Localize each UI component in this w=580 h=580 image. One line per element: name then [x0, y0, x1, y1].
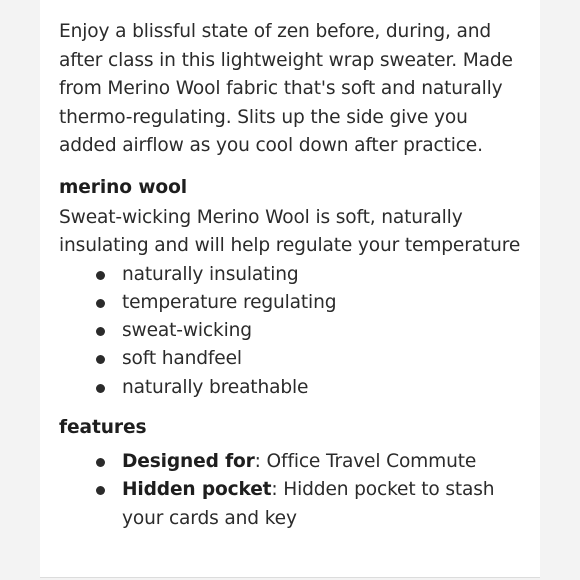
bullet-icon: [96, 299, 105, 308]
feature-label: Designed for: [122, 450, 255, 472]
list-item: [59, 261, 522, 289]
product-description-card: [40, 0, 540, 578]
list-item: [59, 345, 522, 373]
list-item: [59, 289, 522, 317]
features-heading: features: [59, 416, 147, 438]
feature-value: Office Travel Commute: [260, 450, 477, 472]
feature-separator: :: [271, 479, 278, 501]
bullet-icon: [96, 355, 105, 364]
features-bullet-list: [59, 448, 522, 534]
merino-wool-description: Sweat-wicking Merino Wool is soft, naturally insulating and will help regulate your temperature: [59, 206, 521, 256]
list-item: [59, 374, 522, 402]
feature-separator: :: [254, 450, 261, 472]
feature-value: Hidden pocket to stash your cards and key: [122, 479, 495, 529]
bullet-icon: [96, 384, 105, 393]
list-item: [59, 448, 522, 477]
list-item-text: temperature regulating: [122, 291, 337, 313]
bullet-icon: [96, 486, 105, 495]
bullet-icon: [96, 458, 105, 467]
merino-wool-bullet-list: [59, 261, 522, 402]
list-item-text: naturally insulating: [122, 263, 299, 285]
merino-wool-heading: merino wool: [59, 176, 188, 198]
list-item: [59, 317, 522, 345]
bullet-icon: [96, 327, 105, 336]
list-item-text: sweat-wicking: [122, 320, 252, 342]
list-item-text: naturally breathable: [122, 376, 309, 398]
list-item-text: soft handfeel: [122, 348, 242, 370]
feature-label: Hidden pocket: [122, 479, 272, 501]
product-intro-text: Enjoy a blissful state of zen before, during, and after class in this lightweight wrap sweater. Made from Merino Wool fabric that's soft and naturally thermo-regulating. Slits up the side give you added airflow as you cool down after practice.: [59, 21, 513, 156]
bullet-icon: [96, 271, 105, 280]
list-item: [59, 476, 522, 533]
